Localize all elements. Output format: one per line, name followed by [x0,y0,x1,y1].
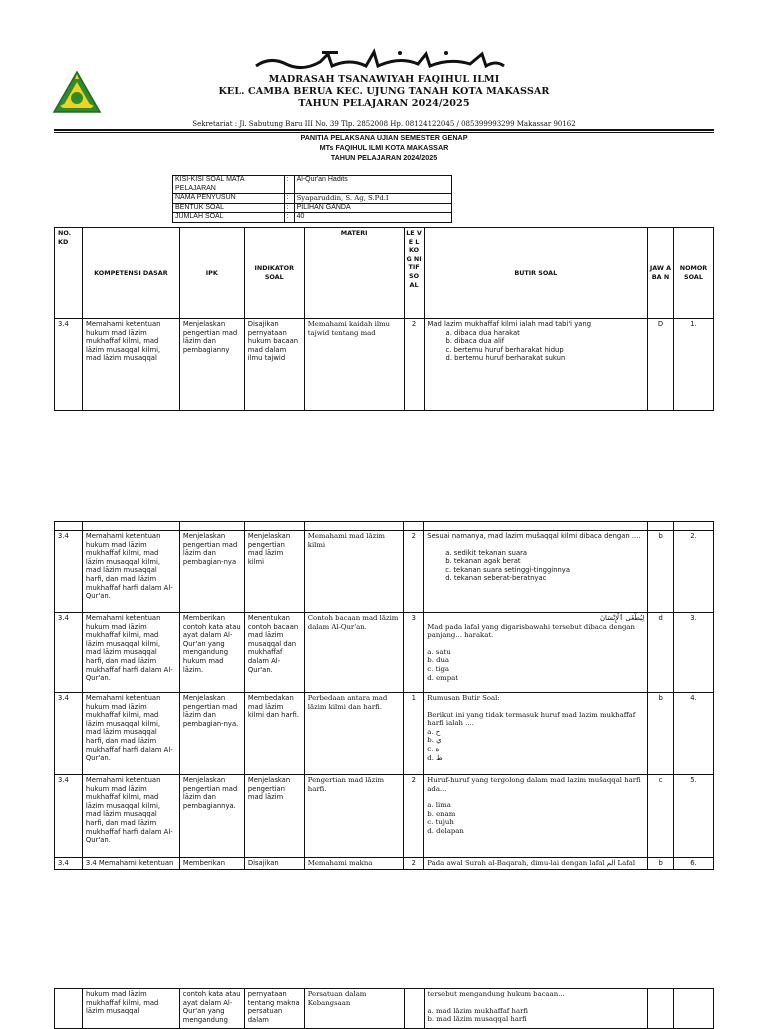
info-label: KISI-KISI SOAL MATA PELAJARAN [173,176,285,194]
table-row [55,858,714,870]
kd-cell: 3.4 [55,775,83,858]
blank-header-row [55,522,714,531]
question-text: Mad pada lafal yang digarisbawahi tersebut dibaca dengan panjang... harakat. [427,622,635,640]
ipk-cell: contoh kata atau ayat dalam Al-Qur'an yang mengandung [179,989,244,1029]
arabic-calligraphy-logo [250,48,510,72]
secretariat-line: Sekretariat : Jl. Sabutung Baru III No. 39 Tlp. 2852008 Hp. 08124122045 / 085399993299 Makassar 90162 [192,120,576,128]
kd-cell: 3.4 [55,319,83,411]
question-title: Rumusan Butir Soal: [427,694,500,702]
kompetensi-cell: Memahami ketentuan hukum mad lāzim mukhaffaf kilmi, mad lāzim musaqqal kilmi, mad lāzim musaqqal harfi, dan mad lāzim mukhaffaf harfi dalam Al-Qur'an. [82,531,179,613]
option-item: b. dibaca dua alif [445,337,505,346]
option-item: c. tekanan suara setinggi-tingginnya [445,565,570,574]
indikator-cell: pernyataan tentang makna persatuan dalam [244,989,304,1029]
answer-cell: b [648,693,674,775]
question-cell: Pada awal Surah al-Baqarah, dimu-lai dengan lafal الم Lafal [424,858,648,870]
materi-cell: Contoh bacaan mad lāzim dalam Al-Qur'an. [304,613,404,693]
question-cell [424,693,648,775]
indikator-cell: Menjelaskan pengertian mad lāzim [244,775,304,858]
table-header-row [55,228,714,319]
table-row [55,531,714,613]
info-value: 40 [294,213,451,223]
info-value: Al-Qur'an Hadits [294,176,451,194]
committee-title: PANITIA PELAKSANA UJIAN SEMESTER GENAP [300,133,468,142]
info-label: JUMLAH SOAL [173,213,285,223]
school-address: KEL. CAMBA BERUA KEC. UJUNG TANAH KOTA MAKASSAR [218,86,550,97]
option-item: d. tekanan seberat-beratnyac [445,574,547,583]
header-nomor: NOMOR SOAL [673,228,713,319]
info-separator: : [284,213,294,223]
info-row [173,213,452,223]
option-item: b. ي [427,736,442,745]
ipk-cell: Memberikan contoh kata atau ayat dalam Al-Qur'an yang mengandung hukum mad lāzim. [179,613,244,693]
option-item: b. tekanan agak berat [445,557,521,566]
option-item: b. dua [427,656,450,665]
header-divider [54,129,714,131]
option-item: c. tiga [427,664,450,673]
header-ipk: IPK [179,228,244,319]
question-text: Berikut ini yang tidak termasuk huruf mad lazim mukhaffaf harfi ialah .... [427,710,636,728]
option-item: d. bertemu huruf berharakat sukun [445,354,566,363]
info-label: BENTUK SOAL [173,203,285,213]
table-row [55,693,714,775]
question-text: Sesuai namanya, mad lazim mušaqqal kilmi dibaca dengan .... [427,532,641,540]
kd-cell: 3.4 [55,858,83,870]
info-row [173,176,452,194]
question-cell [424,989,648,1029]
kd-cell: 3.4 [55,693,83,775]
kompetensi-cell: Memahami ketentuan hukum mad lāzim mukhaffaf kilmi, mad lāzim musaqqal kilmi, mad lāzim musaqqal harfi, dan mad lāzim mukhaffaf harfi dalam Al-Qur'an. [82,775,179,858]
table-row [55,775,714,858]
answer-cell: D [648,319,674,411]
materi-cell: Perbedaan antara mad lāzim kilmi dan harfi. [304,693,404,775]
kompetensi-cell: Memahami ketentuan hukum mad lāzim mukhaffaf kilmi, mad lāzim musaqqal kilmi, mad lāzim musaqqal [82,319,179,411]
kompetensi-cell: Memahami ketentuan hukum mad lāzim mukhaffaf kilmi, mad lāzim musaqqal kilmi, mad lāzim musaqqal harfi, dan mad lāzim mukhaffaf harfi dalam Al-Qur'an. [82,693,179,775]
ipk-cell: Menjelaskan pengertian mad lāzim dan pembagian-nya [179,531,244,613]
school-name: MADRASAH TSANAWIYAH FAQIHUL ILMI [268,74,500,85]
header-kompetensi: KOMPETENSI DASAR [82,228,179,319]
ipk-cell: Menjelaskan pengertian mad lāzim dan pembagian-nya. [179,693,244,775]
kompetensi-cell: 3.4 Memahami ketentuan [82,858,179,870]
option-item: d. empat [427,673,458,682]
question-cell [424,531,648,613]
number-cell: 3. [674,613,714,693]
question-cell [424,613,648,693]
indikator-cell: Membedakan mad lāzim kilmi dan harfi. [244,693,304,775]
kd-cell: 3.4 [55,531,83,613]
option-item: a. satu [427,647,451,656]
header-no-kd: NO. KD [55,228,83,319]
option-item: d. ط [427,753,443,762]
header-butir: BUTIR SOAL [424,228,647,319]
kompetensi-cell: hukum mad lāzim mukhaffaf kilmi, mad lāzim musaqqal [82,989,179,1029]
materi-cell: Memahami mad lāzim kilmi [304,531,404,613]
indikator-cell: Disajikan [244,858,304,870]
info-row [173,194,452,204]
committee-year: TAHUN PELAJARAN 2024/2025 [330,153,438,162]
option-item: d. delapan [427,826,464,835]
number-cell: 4. [674,693,714,775]
option-item: b. mad lāzim musaqqal harfi [427,1015,527,1024]
info-separator: : [284,194,294,204]
kompetensi-cell: Memahami ketentuan hukum mad lāzim mukhaffaf kilmi, mad lāzim musaqqal kilmi, mad lāzim musaqqal harfi, dan mad lāzim mukhaffaf harfi dalam Al-Qur'an. [82,613,179,693]
question-text: Huruf-huruf yang tergolong dalam mad lazim mušaqqal harfi ada... [427,776,641,793]
ipk-cell: Menjelaskan pengertian mad lāzim dan pembagiannya. [179,775,244,858]
ipk-cell: Menjelaskan pengertian mad lāzim dan pembagianny [179,319,244,411]
header-materi: MATERI [304,228,404,319]
info-row [173,203,452,213]
question-grid-table-continued [54,521,714,870]
indikator-cell: Menjelaskan pengertian mad lāzim kilmi [244,531,304,613]
materi-cell: Memahami kaidah ilmu tajwid tentang mad [304,319,404,411]
table-row [55,613,714,693]
option-item: a. ح [427,727,441,736]
table-row [55,989,714,1029]
answer-cell: c [648,775,674,858]
option-item: c. tujuh [427,818,454,827]
header-indikator: INDIKATOR SOAL [244,228,304,319]
question-cell [424,775,648,858]
number-cell: 6. [674,858,714,870]
options-list [427,549,644,583]
option-item: a. lima [427,801,451,810]
question-grid-table-page3 [54,988,714,1029]
header-level: LE VE L KO G NI TIF SO AL [404,228,424,319]
answer-cell: b [648,531,674,613]
level-cell: 2 [404,531,424,613]
answer-cell: b [648,858,674,870]
level-cell: 2 [404,858,424,870]
option-item: c. ه [427,744,440,753]
question-cell [424,319,647,411]
option-item: b. enam [427,809,456,818]
level-cell: 2 [404,775,424,858]
materi-cell: Persatuan dalam Kebangsaan [304,989,404,1029]
question-text: Mad lazim mukhaffaf kilmi ialah mad tabi'i yang [427,320,592,328]
indikator-cell: Menentukan contoh bacaan mad lāzim musaqqal dan mukhaffaf dalam Al-Qur'an. [244,613,304,693]
arabic-verse: لِيُطْغَى ٱلْإِنْسَانَ [599,614,645,622]
level-cell: 1 [404,693,424,775]
committee-school: MTs FAQIHUL ILMI KOTA MAKASSAR [319,143,449,152]
question-grid-table [54,227,714,411]
school-logo-icon [52,70,102,116]
options-list [428,329,644,363]
number-cell: 5. [674,775,714,858]
number-cell: 1. [673,319,713,411]
letterhead [0,0,768,170]
option-item: c. bertemu huruf berharakat hidup [445,345,564,354]
option-item: a. sedikit tekanan suara [445,548,528,557]
info-label: NAMA PENYUSUN [173,194,285,204]
info-value: Syaparuddin, S. Ag, S.Pd.I [294,194,451,204]
kd-cell: 3.4 [55,613,83,693]
ipk-cell: Memberikan [179,858,244,870]
info-separator: : [284,176,294,194]
school-year: TAHUN PELAJARAN 2024/2025 [298,98,470,109]
info-value: PILIHAN GANDA [294,203,451,213]
level-cell: 2 [404,319,424,411]
info-separator: : [284,203,294,213]
option-item: a. dibaca dua harakat [445,328,520,337]
materi-cell: Memahami makna [304,858,404,870]
header-jawaban: JAW ABA N [648,228,674,319]
materi-cell: Pengertian mad lāzim harfi. [304,775,404,858]
number-cell: 2. [674,531,714,613]
question-text: tersebut mengandung hukum bacaan... [427,990,565,998]
table-row [55,319,714,411]
exam-info-table [172,175,452,223]
option-item: a. mad lāzim mukhaffaf harfi [427,1006,528,1015]
level-cell: 3 [404,613,424,693]
answer-cell: d [648,613,674,693]
indikator-cell: Disajikan pernyataan hukum bacaan mad dalam ilmu tajwid [244,319,304,411]
